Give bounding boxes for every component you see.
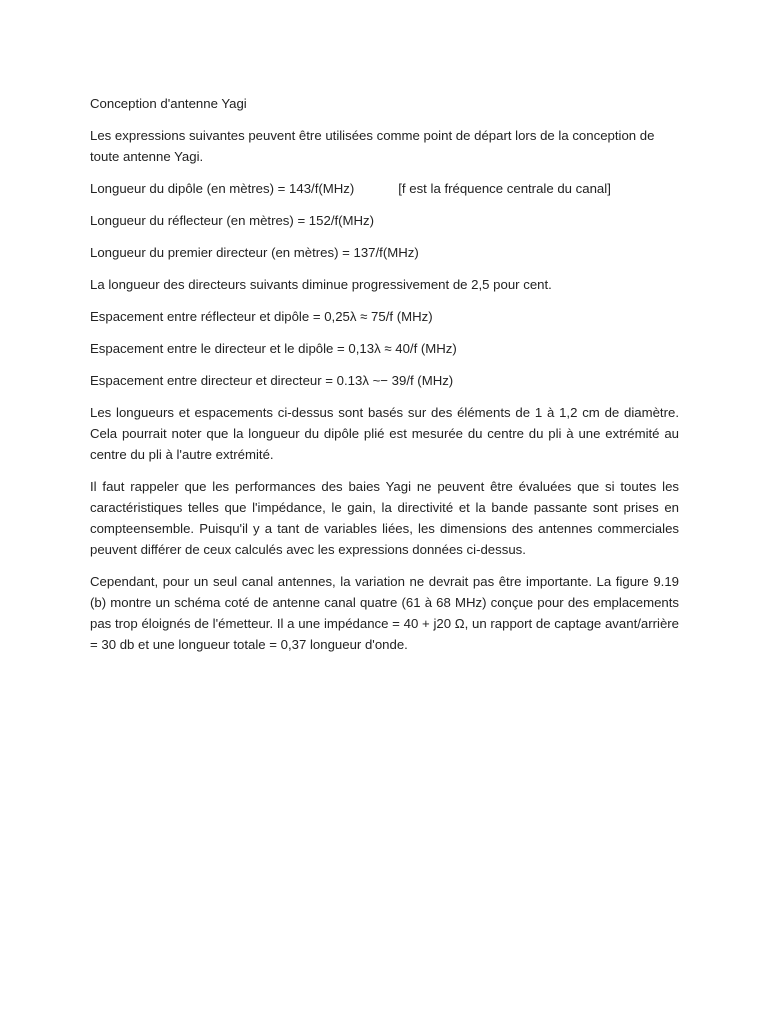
reflector-length-line: Longueur du réflecteur (en mètres) = 152/f(MHz): [90, 213, 375, 228]
dipole-length-formula: Longueur du dipôle (en mètres) = 143/f(MHz): [90, 181, 355, 196]
spacing-reflector-dipole-line: Espacement entre réflecteur et dipôle = 0,25λ ≈ 75/f (MHz): [90, 309, 433, 324]
first-director-length-line: Longueur du premier directeur (en mètres) = 137/f(MHz): [90, 245, 419, 260]
dipole-length-line: [90, 178, 679, 199]
spacing-director-director-line: Espacement entre directeur et directeur = 0.13λ ~− 39/f (MHz): [90, 373, 454, 388]
document-title: Conception d'antenne Yagi: [90, 96, 247, 111]
intro-paragraph: Les expressions suivantes peuvent être utilisées comme point de départ lors de la conception de toute antenne Yagi.: [90, 128, 655, 164]
lengths-paragraph: Les longueurs et espacements ci-dessus sont basés sur des éléments de 1 à 1,2 cm de diamètre. Cela pourrait noter que la longueur du dipôle plié est mesurée du centre du pli à une extrémité au centre du pli à l'autre extrémité.: [90, 405, 679, 462]
document-page: [90, 93, 679, 666]
performance-paragraph: Il faut rappeler que les performances des baies Yagi ne peuvent être évaluées que si toutes les caractéristiques telles que l'impédance, le gain, la directivité et la bande passante sont prises en compteensemble. Puisqu'il y a tant de variables liées, les dimensions des antennes commerciales peuvent différer de ceux calculés avec les expressions données ci-dessus.: [90, 479, 679, 557]
dipole-length-note: [f est la fréquence centrale du canal]: [398, 181, 611, 196]
spacing-director-dipole-line: Espacement entre le directeur et le dipôle = 0,13λ ≈ 40/f (MHz): [90, 341, 457, 356]
channel-paragraph: Cependant, pour un seul canal antennes, la variation ne devrait pas être importante. La figure 9.19 (b) montre un schéma coté de antenne canal quatre (61 à 68 MHz) conçue pour des emplacements pas trop éloignés de l'émetteur. Il a une impédance = 40 + j20 Ω, un rapport de captage avant/arrière = 30 db et une longueur totale = 0,37 longueur d'onde.: [90, 574, 679, 652]
directors-decrease-line: La longueur des directeurs suivants diminue progressivement de 2,5 pour cent.: [90, 277, 552, 292]
